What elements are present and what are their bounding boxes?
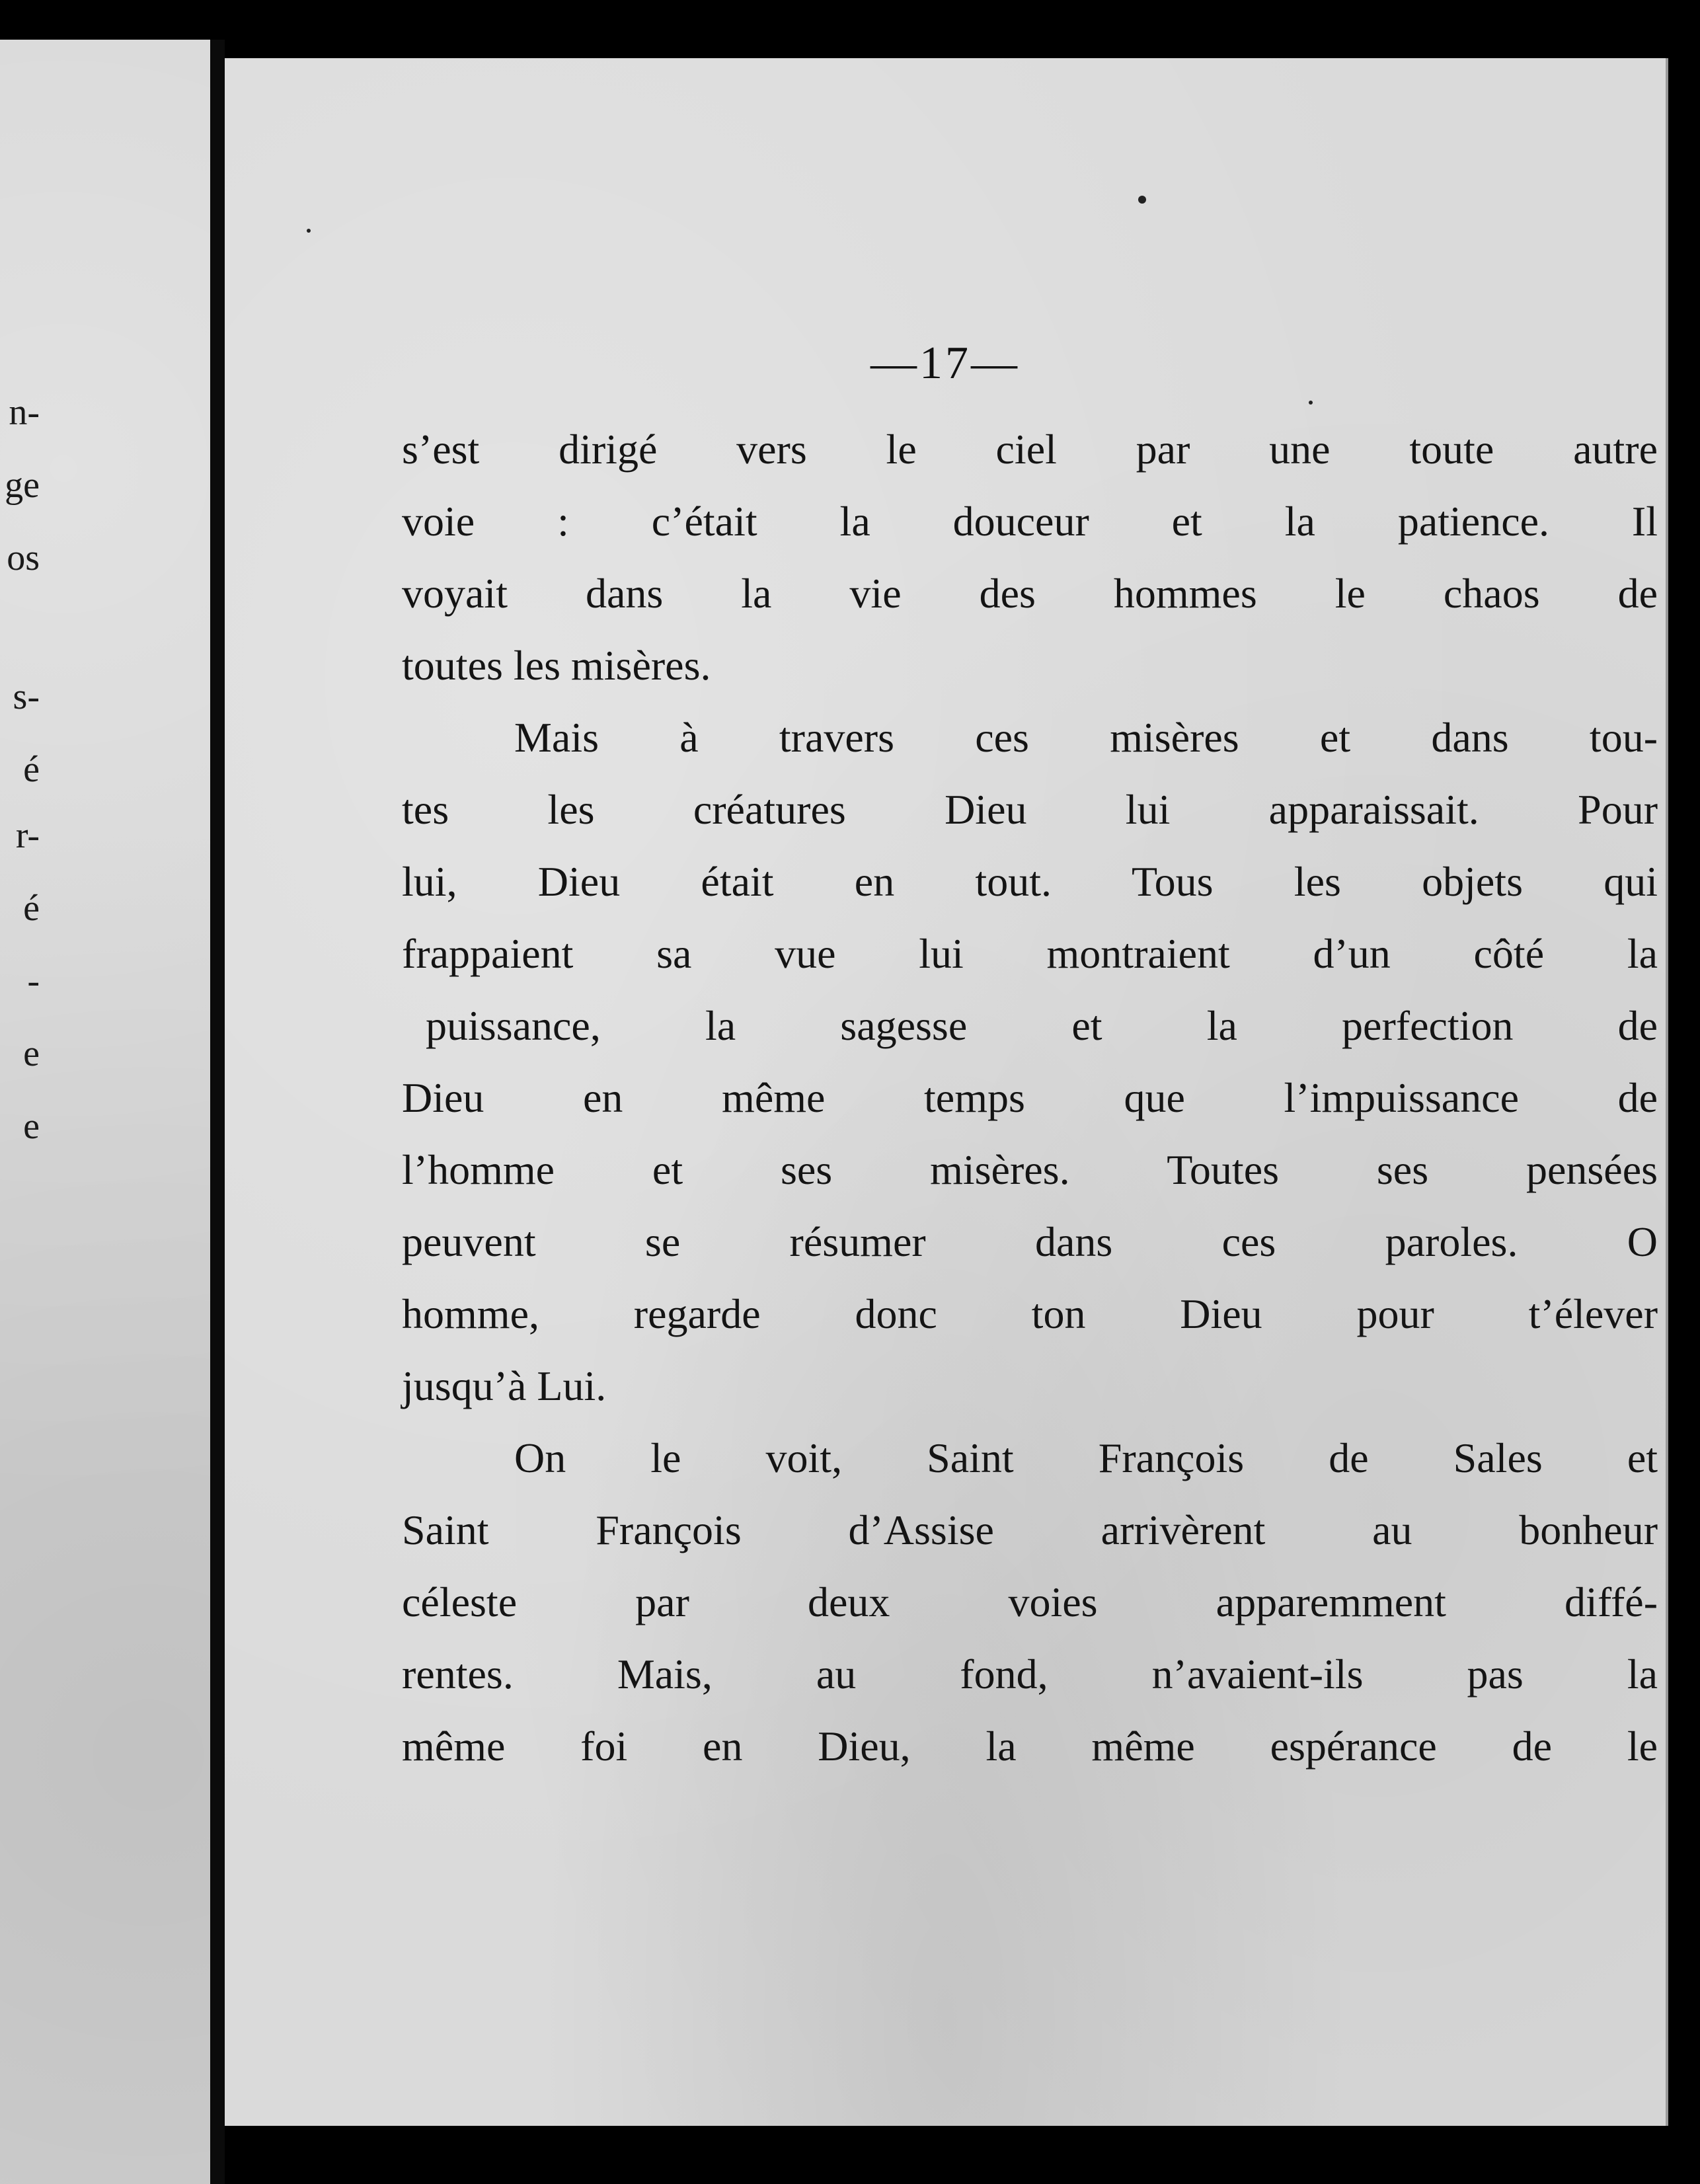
text-line: céleste par deux voies apparemment diffé- [402,1579,1658,1625]
text-line: Saint François d’Assise arrivèrent au bonheur [402,1506,1658,1553]
speck [1309,401,1313,405]
text-line: On le voit, Saint François de Sales et [514,1434,1658,1481]
page-number: —17— [870,338,1020,389]
text-line: frappaient sa vue lui montraient d’un côté la [402,930,1658,977]
text-line: homme, regarde donc ton Dieu pour t’élever [402,1290,1658,1337]
text-line: l’homme et ses misères. Toutes ses pensées [402,1146,1658,1193]
left-fragment: e [23,1033,40,1074]
text-line: jusqu’à Lui. [402,1362,607,1409]
text-line: même foi en Dieu, la même espérance de le [402,1723,1658,1770]
left-fragment: r- [15,815,40,856]
text-line: s’est dirigé vers le ciel par une toute autre [402,426,1658,473]
left-fragment: e [23,1106,40,1147]
speck [1138,196,1146,204]
left-fragment: s- [13,676,40,717]
text-line: puissance, la sagesse et la perfection de [426,1002,1658,1049]
previous-page-edge [0,40,212,2184]
page [225,58,1668,2126]
text-line: toutes les misères. [402,642,711,689]
left-fragment: é [23,888,40,929]
left-fragment: - [27,960,40,1001]
speck [307,229,311,233]
text-line: peuvent se résumer dans ces paroles. O [402,1218,1658,1265]
left-fragment: os [7,537,40,578]
book-gutter [210,40,225,2184]
left-fragment: n- [9,392,40,433]
left-fragment: ge [5,465,40,506]
text-line: lui, Dieu était en tout. Tous les objets qui [402,858,1658,905]
text-line: Mais à travers ces misères et dans tou- [514,714,1658,761]
text-line: Dieu en même temps que l’impuissance de [402,1074,1658,1121]
text-line: tes les créatures Dieu lui apparaissait. Pour [402,786,1658,833]
left-fragment: é [23,749,40,790]
text-line: rentes. Mais, au fond, n’avaient-ils pas la [402,1651,1658,1697]
text-line: voie : c’était la douceur et la patience. Il [402,498,1658,545]
text-line: voyait dans la vie des hommes le chaos de [402,570,1658,617]
